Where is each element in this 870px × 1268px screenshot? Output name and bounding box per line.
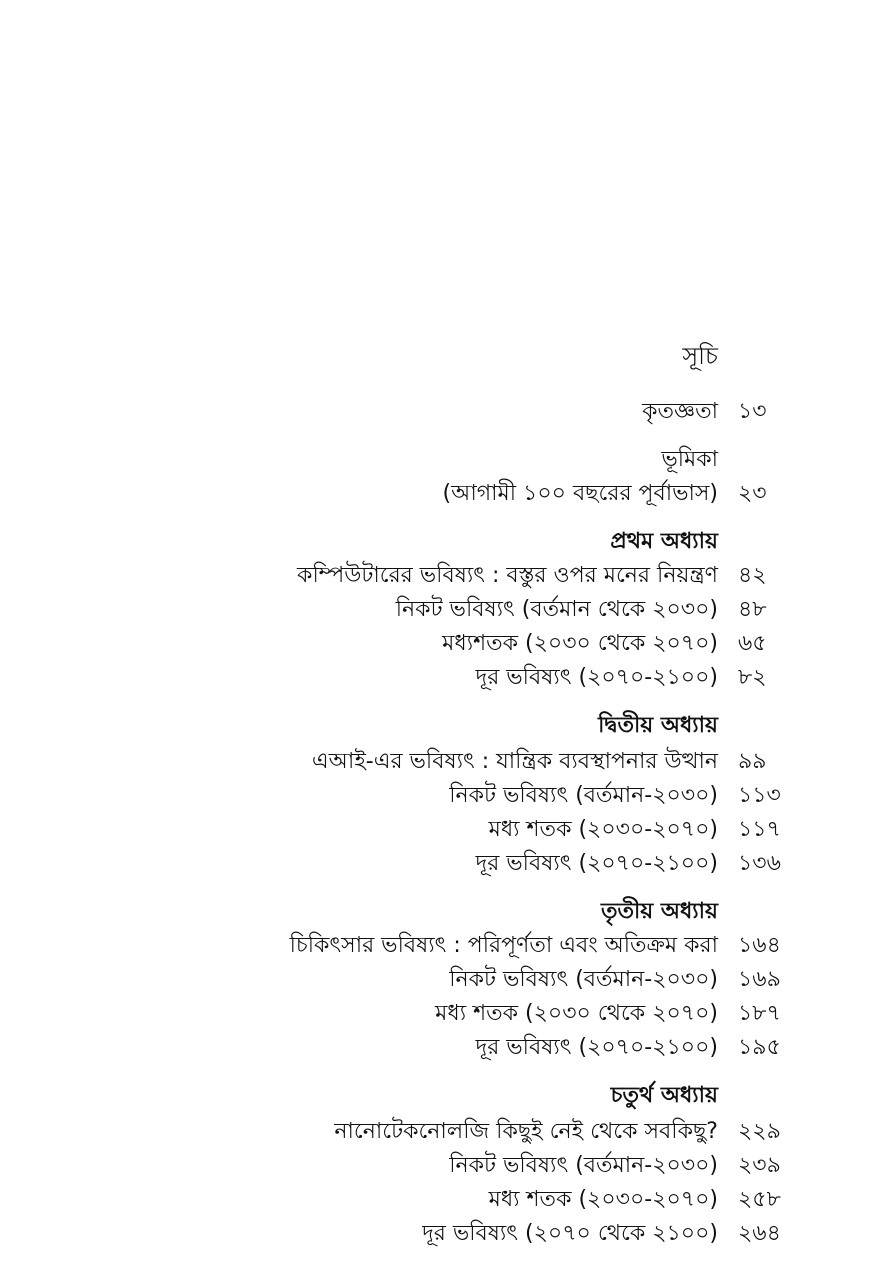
toc-entry-title: মধ্য শতক (২০৩০-২০৭০) bbox=[488, 817, 718, 842]
toc-entry-page: ২৩ bbox=[738, 481, 767, 506]
toc-entry-page: ১১৩ bbox=[738, 783, 781, 808]
toc-entry bbox=[0, 394, 870, 430]
toc-entry-page: ২৫৮ bbox=[738, 1187, 781, 1212]
toc-entry bbox=[0, 1182, 870, 1218]
toc-entry-page: ২৬৪ bbox=[738, 1221, 781, 1246]
toc-entry-title: কৃতজ্ঞতা bbox=[642, 399, 718, 424]
toc-entry-page: ১৩৬ bbox=[738, 851, 781, 876]
toc-entry bbox=[0, 962, 870, 998]
toc-entry-title: মধ্য শতক (২০৩০ থেকে ২০৭০) bbox=[435, 1001, 718, 1026]
toc-entry-title: নিকট ভবিষ্যৎ (বর্তমান-২০৩০) bbox=[449, 783, 718, 808]
chapter-heading bbox=[0, 894, 870, 930]
toc-entry-title: এআই-এর ভবিষ্যৎ : যান্ত্রিক ব্যবস্থাপনার উত্থান bbox=[311, 749, 718, 774]
toc-entry-page: ৮২ bbox=[738, 665, 767, 690]
toc-entry-page: ২২৯ bbox=[738, 1119, 781, 1144]
toc-entry bbox=[0, 476, 870, 512]
toc-entry bbox=[0, 558, 870, 594]
toc-entry-title: চিকিৎসার ভবিষ্যৎ : পরিপূর্ণতা এবং অতিক্রম করা bbox=[289, 933, 718, 958]
chapter-heading-title: প্রথম অধ্যায় bbox=[610, 529, 718, 554]
toc-entry-title: দূর ভবিষ্যৎ (২০৭০ থেকে ২১০০) bbox=[422, 1221, 718, 1246]
toc-entry-title: নিকট ভবিষ্যৎ (বর্তমান থেকে ২০৩০) bbox=[395, 597, 718, 622]
toc-entry-title: দূর ভবিষ্যৎ (২০৭০-২১০০) bbox=[475, 851, 718, 876]
toc-entry bbox=[0, 928, 870, 964]
toc-entry bbox=[0, 1148, 870, 1184]
toc-entry bbox=[0, 778, 870, 814]
toc-entry-title: নানোটেকনোলজি কিছুই নেই থেকে সবকিছু? bbox=[334, 1119, 718, 1144]
toc-entry-title: নিকট ভবিষ্যৎ (বর্তমান-২০৩০) bbox=[449, 967, 718, 992]
chapter-heading-title: দ্বিতীয় অধ্যায় bbox=[598, 713, 718, 738]
toc-entry-title: ভূমিকা bbox=[661, 447, 718, 472]
toc-entry-page: ২৩৯ bbox=[738, 1153, 781, 1178]
toc-entry-page: ৯৯ bbox=[738, 749, 767, 774]
toc-entry-title: মধ্যশতক (২০৩০ থেকে ২০৭০) bbox=[442, 631, 718, 656]
toc-entry bbox=[0, 812, 870, 848]
toc-entry bbox=[0, 660, 870, 696]
page-title: সূচি bbox=[682, 342, 718, 370]
toc-entry-page: ৪২ bbox=[738, 563, 767, 588]
toc-entry bbox=[0, 626, 870, 662]
toc-entry bbox=[0, 442, 870, 478]
chapter-heading bbox=[0, 1078, 870, 1114]
chapter-heading-title: তৃতীয় অধ্যায় bbox=[600, 899, 718, 924]
toc-entry bbox=[0, 1114, 870, 1150]
toc-entry-page: ১১৭ bbox=[738, 817, 781, 842]
chapter-heading bbox=[0, 524, 870, 560]
toc-entry bbox=[0, 592, 870, 628]
toc-entry-page: ৬৫ bbox=[738, 631, 767, 656]
toc-entry-title: নিকট ভবিষ্যৎ (বর্তমান-২০৩০) bbox=[449, 1153, 718, 1178]
toc-entry bbox=[0, 744, 870, 780]
toc-entry bbox=[0, 1216, 870, 1252]
toc-entry-title: দূর ভবিষ্যৎ (২০৭০-২১০০) bbox=[475, 665, 718, 690]
toc-entry-title: কম্পিউটারের ভবিষ্যৎ : বস্তুর ওপর মনের নিয়ন্ত্রণ bbox=[297, 563, 718, 588]
toc-entry-page: ১৯৫ bbox=[738, 1035, 781, 1060]
toc-entry bbox=[0, 1030, 870, 1066]
toc-entry-page: ১৬৯ bbox=[738, 967, 781, 992]
toc-entry bbox=[0, 846, 870, 882]
chapter-heading-title: চতুর্থ অধ্যায় bbox=[610, 1083, 718, 1108]
toc-entry-page: ১৬৪ bbox=[738, 933, 781, 958]
toc-entry-title: (আগামী ১০০ বছরের পূর্বাভাস) bbox=[442, 481, 718, 506]
toc-entry-title: দূর ভবিষ্যৎ (২০৭০-২১০০) bbox=[475, 1035, 718, 1060]
chapter-heading bbox=[0, 708, 870, 744]
toc-entry-page: ৪৮ bbox=[738, 597, 767, 622]
toc-entry-page: ১৩ bbox=[738, 399, 767, 424]
toc-entry-page: ১৮৭ bbox=[738, 1001, 781, 1026]
toc-entry bbox=[0, 996, 870, 1032]
toc-entry-title: মধ্য শতক (২০৩০-২০৭০) bbox=[488, 1187, 718, 1212]
